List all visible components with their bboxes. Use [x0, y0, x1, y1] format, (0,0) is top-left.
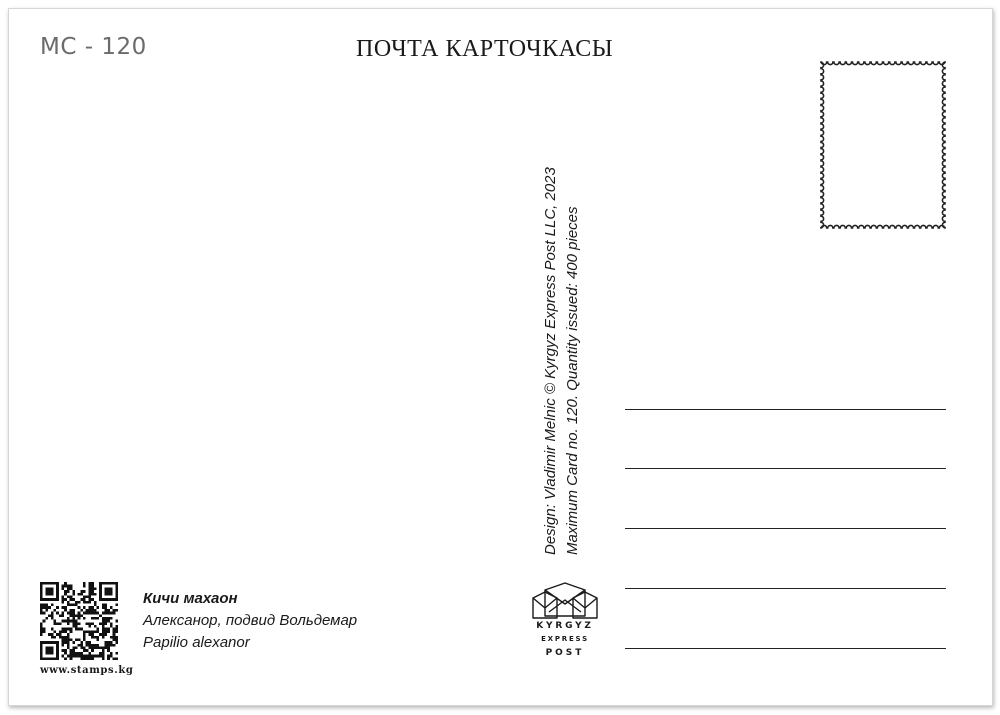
address-line-2	[625, 468, 946, 469]
card-code: MC - 120	[40, 34, 147, 60]
address-line-4	[625, 588, 946, 589]
address-line-3	[625, 528, 946, 529]
website-label: www.stamps.kg	[40, 665, 134, 676]
address-line-5	[625, 648, 946, 649]
caption-latin-name: Papilio alexanor	[143, 634, 250, 651]
logo-text-post: POST	[545, 648, 585, 658]
address-line-1	[625, 409, 946, 410]
card-title: ПОЧТА КАРТОЧКАСЫ	[356, 36, 614, 62]
kyrgyz-express-post-logo-icon	[531, 582, 599, 622]
stamp-placeholder-icon	[818, 59, 948, 231]
caption-russian-name: Алексанор, подвид Вольдемар	[143, 612, 358, 629]
credits-rotated	[540, 95, 584, 555]
credits-quantity: Maximum Card no. 120. Quantity issued: 400 pieces	[564, 206, 581, 555]
logo-text-express: EXPRESS	[541, 635, 589, 643]
qr-code-icon	[40, 582, 118, 660]
logo-text-kyrgyz: KYRGYZ	[536, 621, 594, 631]
credits-design: Design: Vladimir Melnic © Kyrgyz Express Post LLC, 2023	[542, 167, 559, 555]
caption-kyrgyz-name: Кичи махаон	[143, 590, 238, 607]
